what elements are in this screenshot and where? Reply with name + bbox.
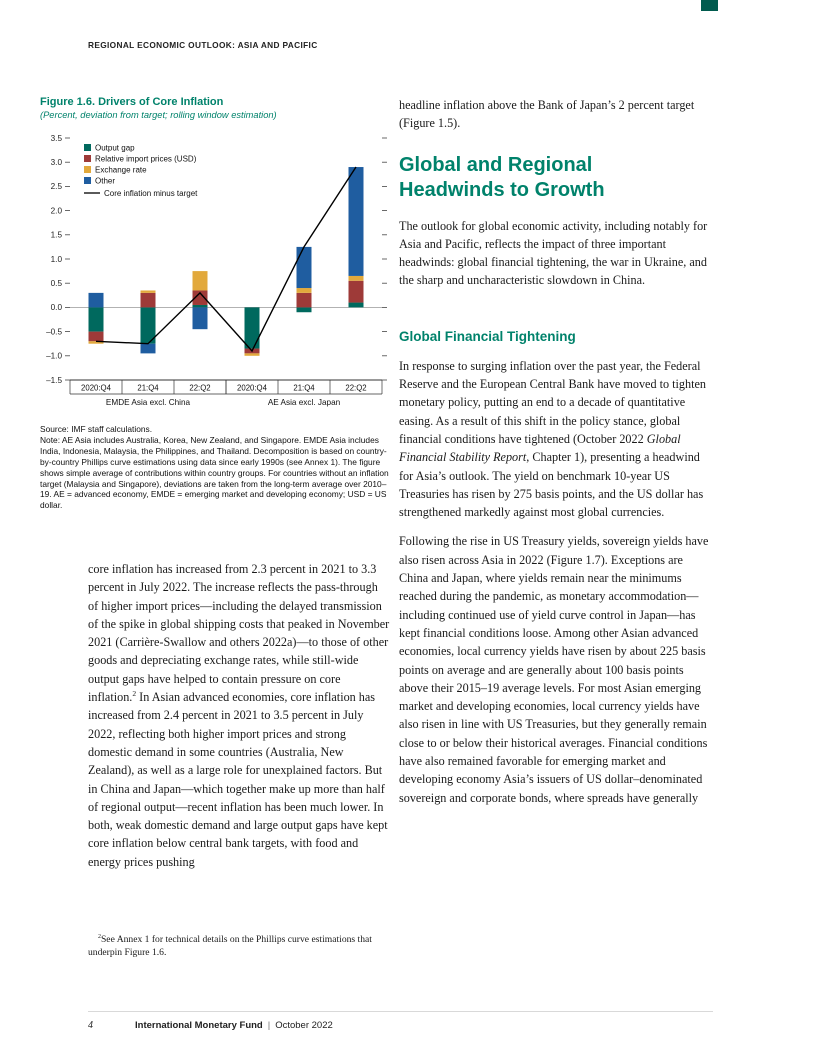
svg-text:Other: Other	[95, 176, 116, 186]
svg-text:3.5: 3.5	[50, 133, 62, 143]
svg-text:21:Q4: 21:Q4	[293, 383, 315, 393]
footer-date: October 2022	[275, 1020, 333, 1031]
subsection-heading-global-financial-tightening: Global Financial Tightening	[399, 328, 576, 344]
svg-text:0.0: 0.0	[50, 303, 62, 313]
svg-text:22:Q2: 22:Q2	[345, 383, 367, 393]
svg-text:1.0: 1.0	[50, 254, 62, 264]
svg-text:0.5: 0.5	[50, 279, 62, 288]
figure-title: Figure 1.6. Drivers of Core Inflation	[40, 96, 224, 108]
svg-text:Output gap: Output gap	[95, 143, 135, 153]
figure-source: Source: IMF staff calculations.	[40, 424, 153, 434]
svg-text:–0.5: –0.5	[46, 327, 62, 337]
svg-text:21:Q4: 21:Q4	[137, 383, 159, 393]
chapter-edge-tab	[701, 0, 718, 11]
svg-text:2.0: 2.0	[50, 206, 62, 216]
section-heading-global-regional-headwinds: Global and Regional Headwinds to Growth	[399, 153, 605, 201]
figure-note: Note: AE Asia includes Australia, Korea, New Zealand, and Singapore. EMDE Asia includes India, Indonesia, Malaysia, the Philippines, and Thailand. Decomposition is based on country-by-country Phillips curve estimations using data since early 1990s (see Annex 1). The figure shows simple average of contributions within country groups. For countries without an inflation target (Malaysia and Singapore), deviations are taken from the long-term average over 2010–19. AE = advanced economy, EMDE = emerging market and developing economy; USD = US dollar.	[40, 434, 389, 511]
svg-text:3.0: 3.0	[50, 158, 62, 167]
core-inflation-stacked-bar-chart	[40, 128, 392, 412]
svg-text:2020:Q4: 2020:Q4	[81, 383, 111, 393]
figure-subtitle: (Percent, deviation from target; rolling window estimation)	[40, 110, 277, 120]
svg-text:Core inflation minus target: Core inflation minus target	[104, 188, 198, 198]
svg-text:–1.5: –1.5	[46, 375, 62, 385]
svg-text:Relative import prices (USD): Relative import prices (USD)	[95, 154, 197, 164]
running-header: REGIONAL ECONOMIC OUTLOOK: ASIA AND PACIFIC	[88, 40, 318, 50]
svg-text:2.5: 2.5	[50, 182, 62, 192]
footer-divider: |	[267, 1020, 271, 1031]
paragraph-financial-tightening: In response to surging inflation over the past year, the Federal Reserve and the European Central Bank have moved to tighten monetary policy, putting an end to a decade of quantitative easing. As a result of this shift in the policy stance, global financial conditions have tightened (October 2022 Global Financial Stability Report, Chapter 1), presenting a headwind for Asia’s outlook. The yield on benchmark 10-year US Treasuries has risen by 275 basis points, and the US dollar has strengthened markedly against most global currencies.	[399, 358, 706, 520]
svg-text:EMDE Asia excl. China: EMDE Asia excl. China	[105, 398, 191, 407]
footnote-2: $^2$See Annex 1 for technical details on the Phillips curve estimations that underpin Figure 1.6.	[88, 933, 372, 958]
paragraph-outlook: The outlook for global economic activity, including notably for Asia and Pacific, reflects the impact of three important headwinds: global financial tightening, the war in Ukraine, and the sharp and uncharacteristic slowdown in China.	[399, 218, 708, 288]
paragraph-sovereign-yields: Following the rise in US Treasury yields, sovereign yields have also risen across Asia in 2022 (Figure 1.7). Exceptions are China and Japan, where yields remain near the minimums reached during the pandemic, as monetary accommodation—including continued use of yield curve control in Japan—has kept financial conditions loose. Among other Asian advanced economies, local currency yields have risen by about 225 basis points on average and are generally about 100 basis points above their 2015–19 average levels. For most Asian emerging market and developing economies, local currency yields have also risen in line with US Treasuries, but they generally remain close to or below their historical averages. Financial conditions have also remained favorable for emerging market and developing economy Asia’s issuers of US dollar–denominated sovereign and corporate bonds, where spreads have generally	[399, 534, 709, 805]
svg-text:AE Asia excl. Japan: AE Asia excl. Japan	[267, 398, 341, 407]
right-column	[399, 96, 715, 807]
svg-text:Exchange rate: Exchange rate	[95, 165, 147, 175]
figure-1-6	[40, 96, 394, 511]
page-footer	[88, 1020, 713, 1031]
figure-notes	[40, 424, 392, 511]
page-number: 4	[88, 1020, 93, 1031]
paragraph-headline-inflation: headline inflation above the Bank of Japan’s 2 percent target (Figure 1.5).	[399, 98, 695, 131]
svg-text:22:Q2: 22:Q2	[189, 383, 211, 393]
svg-text:2020:Q4: 2020:Q4	[237, 383, 267, 393]
svg-text:1.5: 1.5	[50, 230, 62, 240]
left-column-body-text: core inflation has increased from 2.3 percent in 2021 to 3.3 percent in July 2022. The increase reflects the pass-through of higher import prices—including the delayed transmission of the spike in global shipping costs that peaked in November 2021 (Carrière-Swallow and others 2022a)—to those of other goods and depreciating exchange rates, while still-wide output gaps have helped to contain pressure on core inflation.$^2$ In Asian advanced economies, core inflation has increased from 2.4 percent in 2021 to 3.5 percent in July 2022, reflecting both higher import prices and strong domestic demand in some countries (Australia, New Zealand), as well as a large role for unexplained factors. But in China and Japan—which together make up more than half of regional output—recent inflation has been much lower. In both, weak domestic demand and large output gaps have kept core inflation below central bank targets, with food and energy prices pushing	[88, 562, 390, 869]
footer-publisher: International Monetary Fund	[135, 1020, 263, 1031]
svg-text:–1.0: –1.0	[46, 351, 62, 361]
footer-rule	[88, 1011, 713, 1012]
